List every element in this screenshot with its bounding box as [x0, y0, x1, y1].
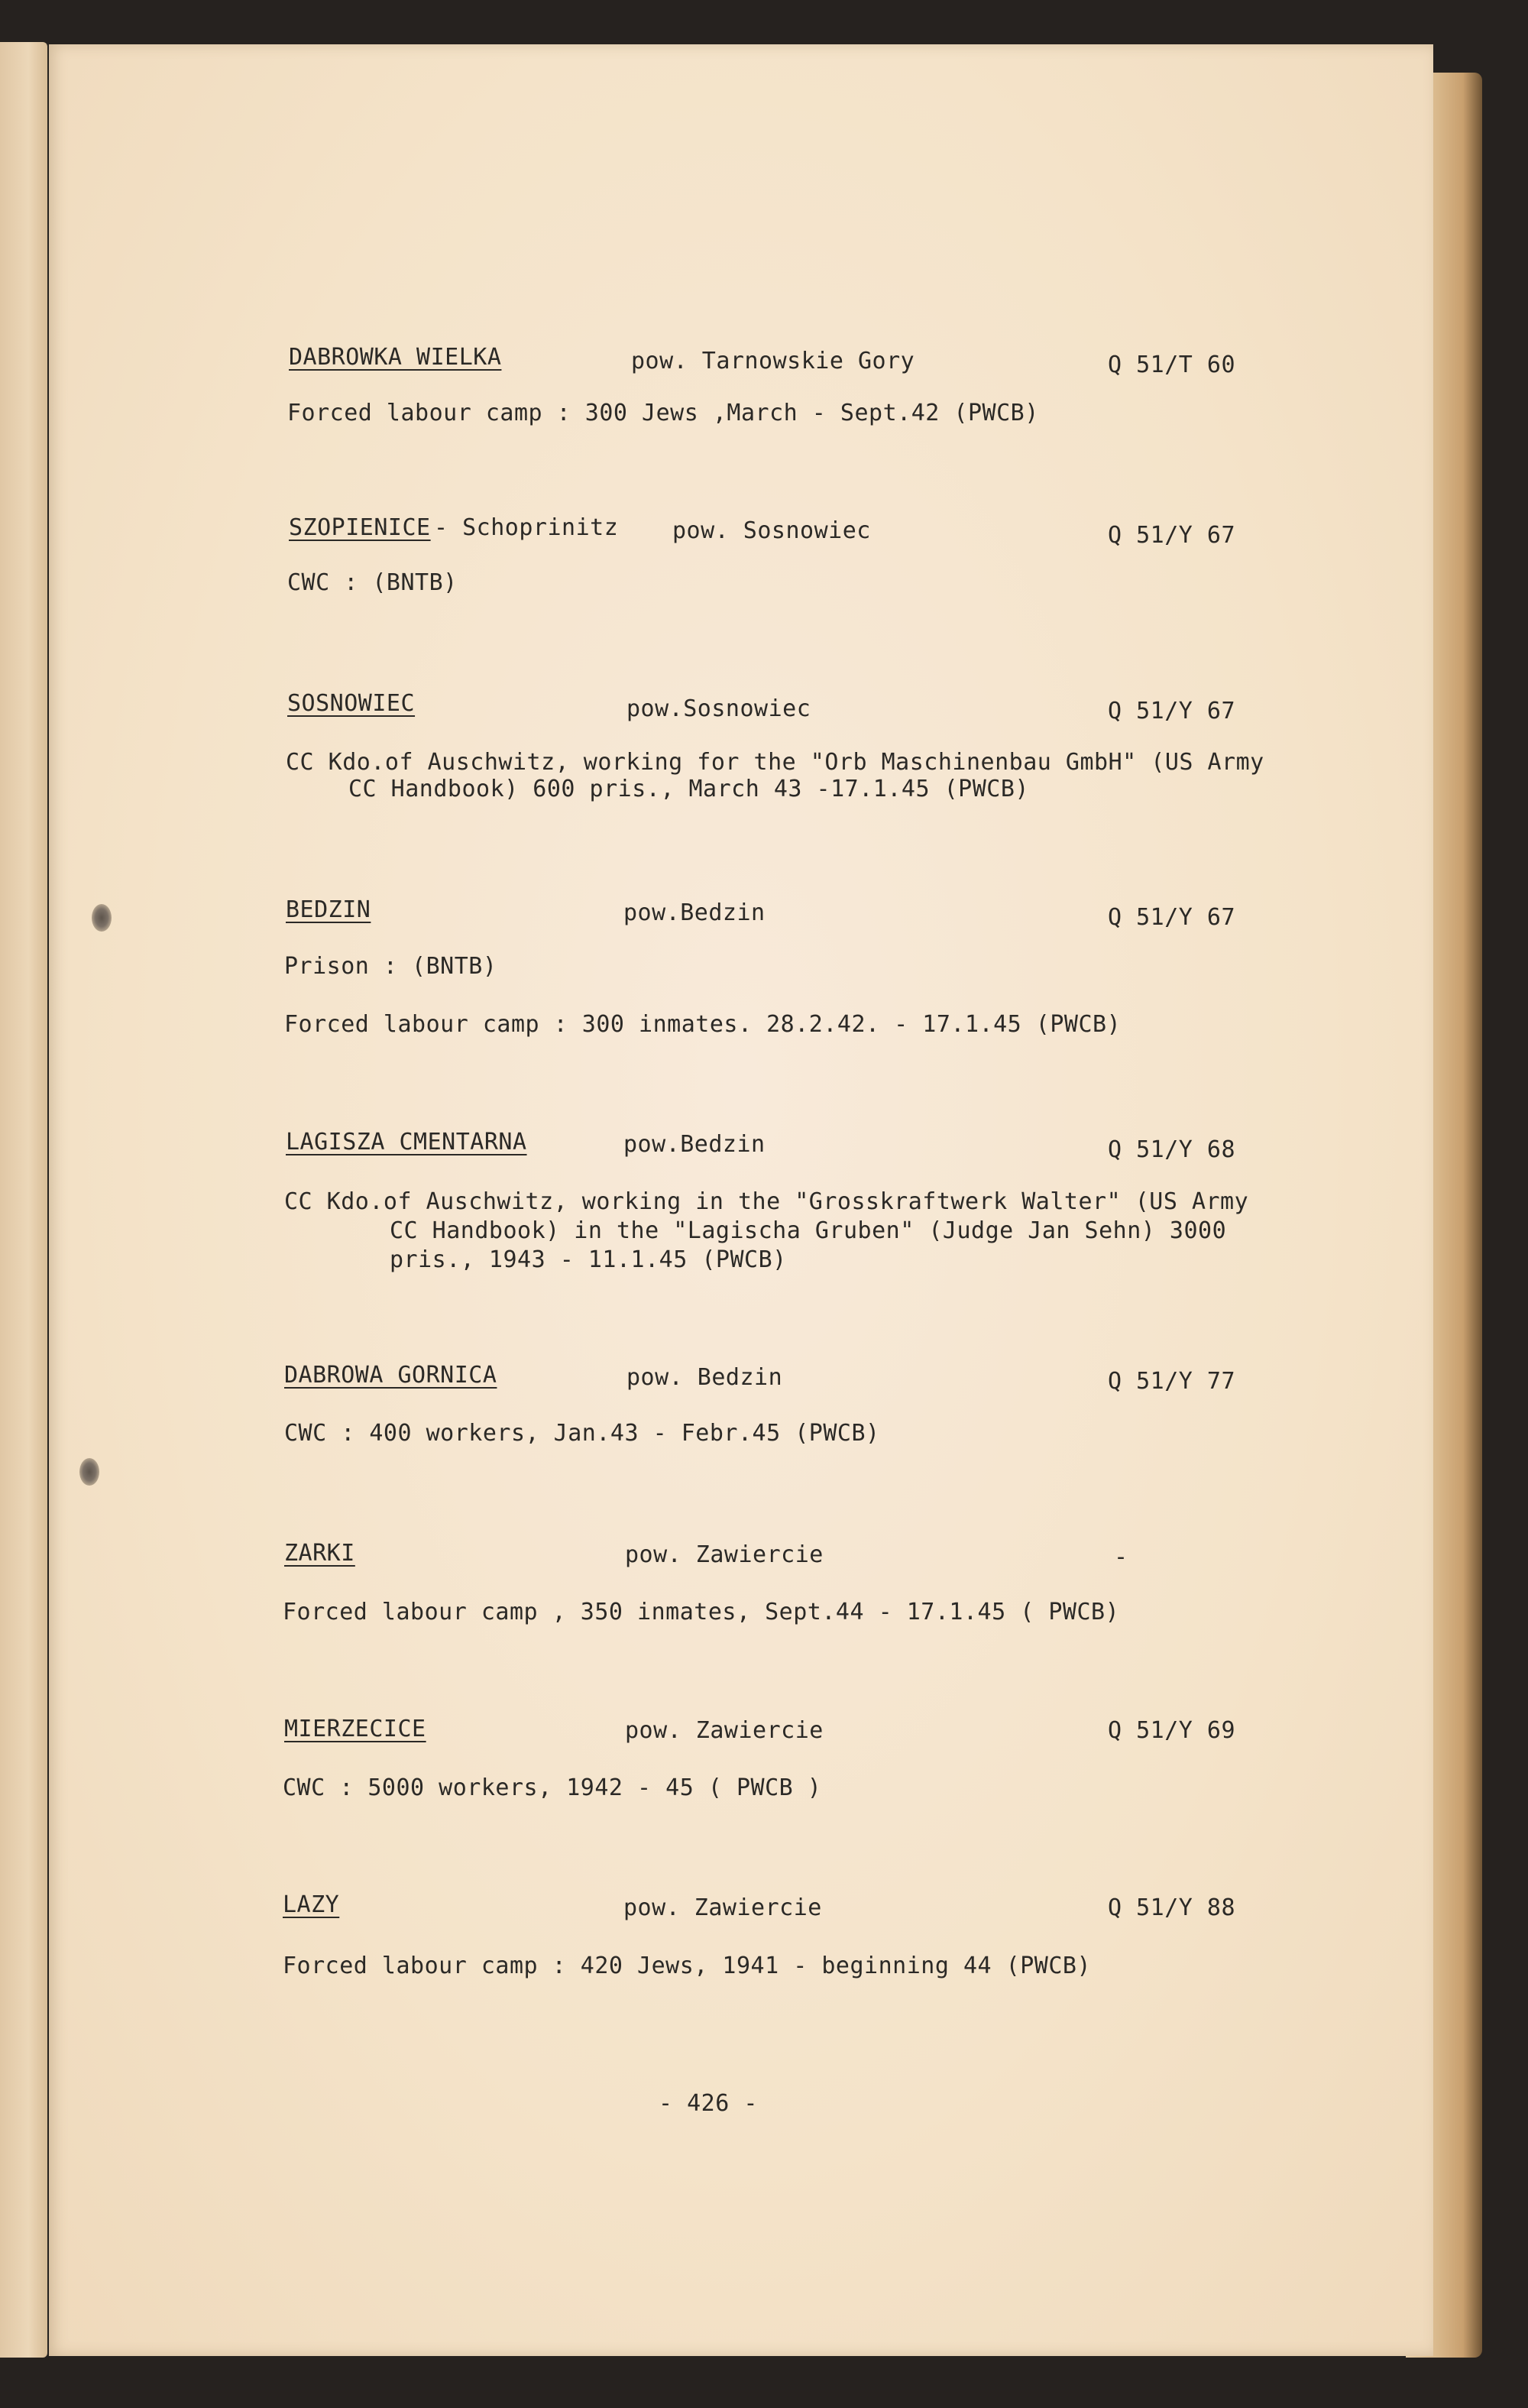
district: pow. Zawiercie [625, 1717, 824, 1744]
district: pow.Sosnowiec [626, 695, 811, 722]
binding-hole [79, 1458, 99, 1486]
entry-description-line: CWC : 5000 workers, 1942 - 45 ( PWCB ) [283, 1774, 822, 1801]
map-reference: Q 51/Y 67 [1108, 698, 1236, 724]
place-name: ZARKI [284, 1540, 355, 1567]
district: pow. Bedzin [626, 1364, 783, 1391]
entry-description-line: CC Handbook) 600 pris., March 43 -17.1.45 (PWCB) [348, 776, 1029, 802]
map-reference: Q 51/Y 88 [1108, 1894, 1236, 1921]
document-page [49, 44, 1433, 2356]
map-reference: Q 51/Y 69 [1108, 1717, 1236, 1744]
entry-description-line: Prison : (BNTB) [284, 953, 497, 980]
entry-description-line: CC Handbook) in the "Lagischa Gruben" (Judge Jan Sehn) 3000 [390, 1217, 1227, 1244]
district: pow. Zawiercie [623, 1894, 822, 1921]
place-alternate-name: - Schoprinitz [434, 514, 619, 541]
map-reference: Q 51/Y 77 [1108, 1368, 1236, 1395]
place-name: DABROWA GORNICA [284, 1362, 497, 1389]
district: pow. Sosnowiec [672, 517, 871, 544]
facing-page-edge [0, 42, 47, 2358]
binding-hole [92, 904, 112, 932]
entry-description-line: Forced labour camp : 300 inmates. 28.2.42. - 17.1.45 (PWCB) [284, 1011, 1122, 1038]
place-name: SOSNOWIEC [287, 690, 416, 717]
entry-description-line: CWC : (BNTB) [287, 569, 458, 596]
page-number: - 426 - [659, 2090, 758, 2117]
district: pow.Bedzin [623, 899, 766, 926]
entry-description-line: CWC : 400 workers, Jan.43 - Febr.45 (PWCB) [284, 1420, 880, 1447]
place-name: MIERZECICE [284, 1716, 426, 1742]
entry-description-line: Forced labour camp : 420 Jews, 1941 - beginning 44 (PWCB) [283, 1953, 1092, 1979]
district: pow. Zawiercie [625, 1541, 824, 1568]
entry-description-line: CC Kdo.of Auschwitz, working for the "Orb Maschinenbau GmbH" (US Army [286, 749, 1264, 776]
place-name: LAZY [283, 1891, 340, 1918]
map-reference: Q 51/T 60 [1108, 352, 1236, 378]
place-name: SZOPIENICE [289, 514, 431, 541]
entry-description-line: Forced labour camp , 350 inmates, Sept.44 - 17.1.45 ( PWCB) [283, 1599, 1120, 1625]
map-reference: Q 51/Y 67 [1108, 904, 1236, 931]
place-name: BEDZIN [286, 896, 371, 923]
district: pow. Tarnowskie Gory [631, 348, 915, 374]
place-name: LAGISZA CMENTARNA [286, 1129, 527, 1155]
map-reference: - [1114, 1544, 1128, 1570]
entry-description-line: Forced labour camp : 300 Jews ,March - Sept.42 (PWCB) [287, 400, 1039, 426]
place-name: DABROWKA WIELKA [289, 344, 502, 371]
district: pow.Bedzin [623, 1131, 766, 1158]
entry-description-line: pris., 1943 - 11.1.45 (PWCB) [390, 1246, 787, 1273]
entry-description-line: CC Kdo.of Auschwitz, working in the "Grosskraftwerk Walter" (US Army [284, 1188, 1249, 1215]
map-reference: Q 51/Y 68 [1108, 1136, 1236, 1163]
map-reference: Q 51/Y 67 [1108, 522, 1236, 549]
